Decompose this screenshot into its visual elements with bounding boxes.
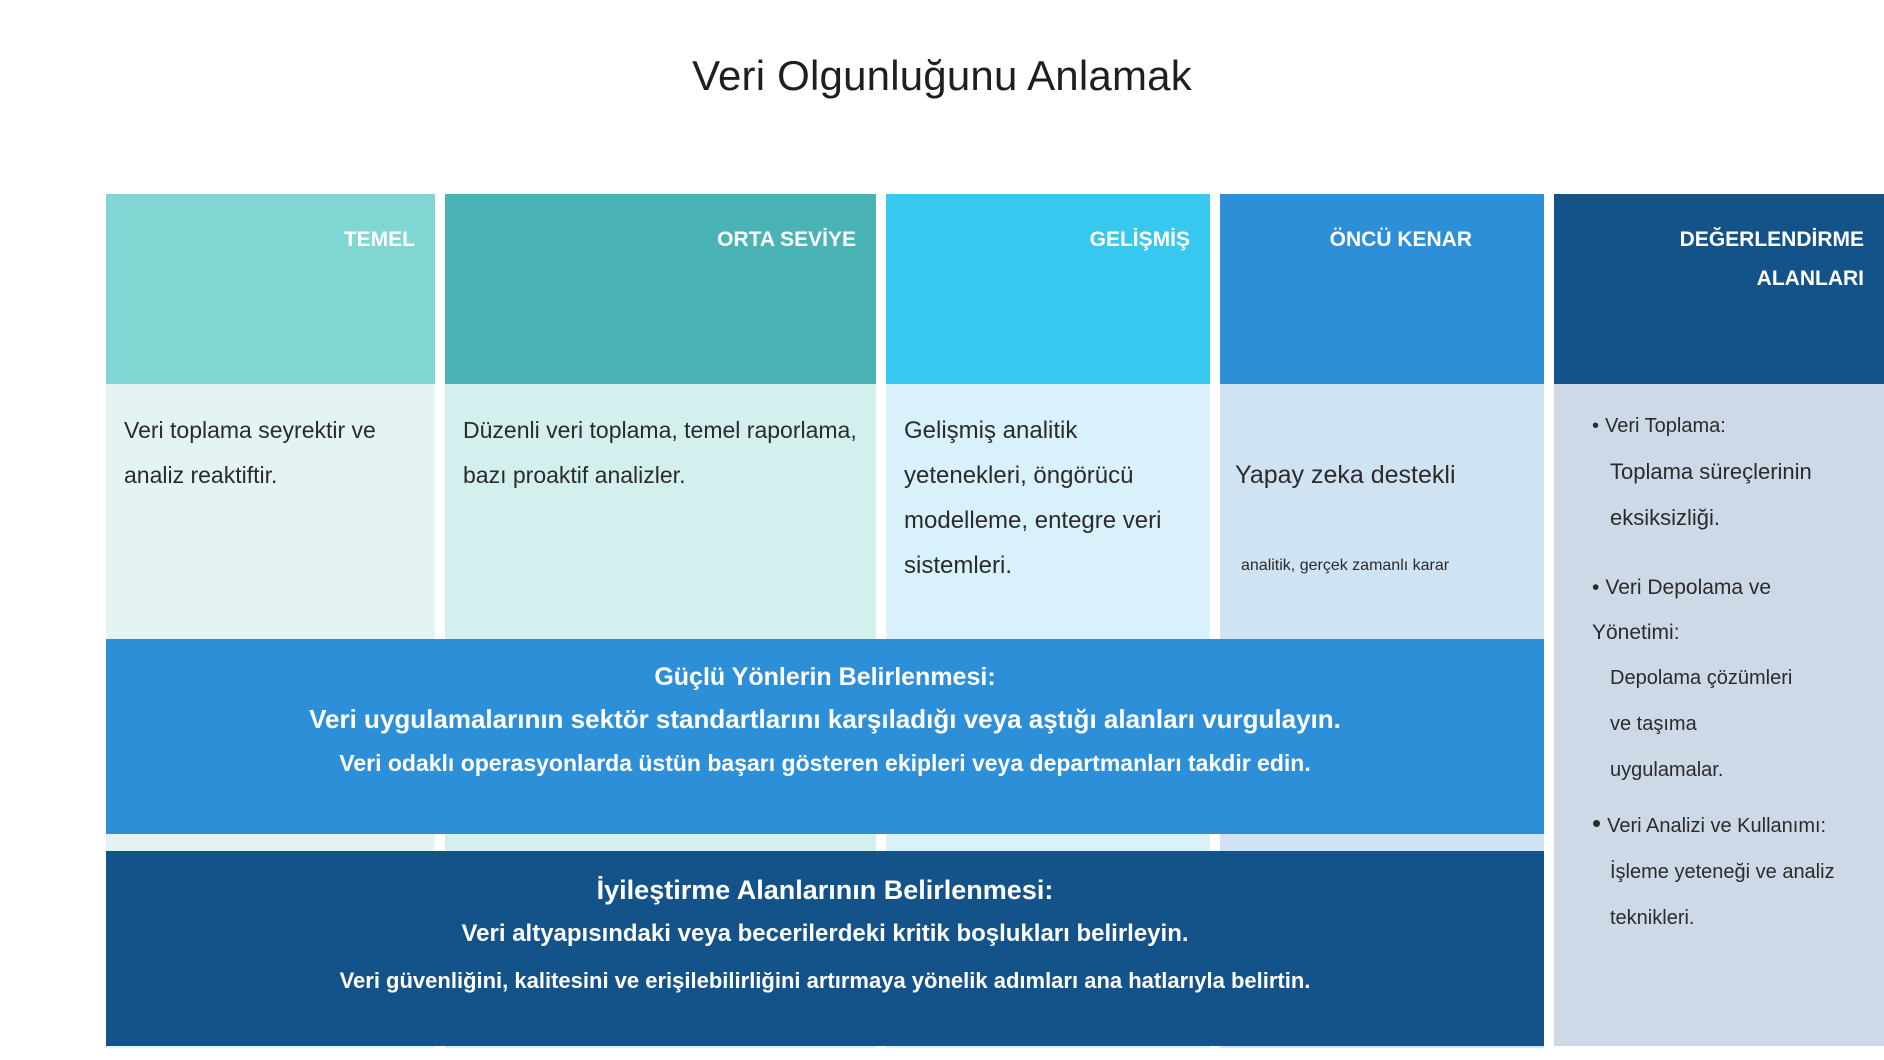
assessment-heading-text: Veri Depolama ve Yönetimi: xyxy=(1592,576,1772,644)
column-text-orta-seviye: Düzenli veri toplama, temel raporlama, bazı proaktif analizler. xyxy=(463,417,857,488)
list-item xyxy=(1592,801,1874,941)
column-text-temel: Veri toplama seyrektir ve analiz reaktiftir. xyxy=(124,417,376,488)
page-title: Veri Olgunluğunu Anlamak xyxy=(692,52,1192,99)
column-label-temel: TEMEL xyxy=(343,228,415,251)
column-header-orta-seviye xyxy=(445,194,876,384)
column-label-gelismis: GELİŞMİŞ xyxy=(1089,228,1190,251)
improvements-line-2: Veri güvenliğini, kalitesini ve erişilebilirliğini artırmaya yönelik adımları ana hatlarıyla belirtin. xyxy=(339,968,1311,993)
assessment-heading xyxy=(1592,404,1874,449)
assessment-list xyxy=(1592,404,1874,949)
assessment-detail: İşleme yeteneği ve analiz teknikleri. xyxy=(1610,861,1835,929)
list-item xyxy=(1592,404,1874,541)
strengths-band xyxy=(106,639,1544,834)
strengths-title: Güçlü Yönlerin Belirlenmesi: xyxy=(654,663,996,691)
column-text-oncu-small: analitik, gerçek zamanlı karar xyxy=(1241,557,1450,574)
list-item xyxy=(1592,565,1874,793)
strengths-line-2: Veri odaklı operasyonlarda üstün başarı gösteren ekipleri veya departmanları takdir edin. xyxy=(339,750,1311,776)
improvements-title: İyileştirme Alanlarının Belirlenmesi: xyxy=(596,875,1054,905)
column-label-orta-seviye: ORTA SEVİYE xyxy=(717,228,856,251)
column-text-gelismis: Gelişmiş analitik yetenekleri, öngörücü modelleme, entegre veri sistemleri. xyxy=(904,417,1162,579)
column-label-oncu-kenar: ÖNCÜ KENAR xyxy=(1329,228,1472,251)
column-header-temel xyxy=(106,194,435,384)
bullet-icon: • xyxy=(1592,415,1600,437)
assessment-heading-text: Veri Analizi ve Kullanımı: xyxy=(1607,815,1827,837)
column-header-gelismis xyxy=(886,194,1210,384)
improvements-band xyxy=(106,851,1544,1046)
assessment-detail: Toplama süreçlerinin eksiksizliği. xyxy=(1610,459,1812,530)
assessment-heading xyxy=(1592,565,1874,655)
bullet-icon: • xyxy=(1592,808,1602,838)
assessment-heading xyxy=(1592,801,1874,849)
column-body-degerlendirme xyxy=(1554,384,1884,1046)
column-label-degerlendirme: DEĞERLENDİRME ALANLARI xyxy=(1679,228,1864,290)
column-text-oncu-lead: Yapay zeka destekli xyxy=(1235,461,1456,489)
column-header-oncu-kenar xyxy=(1220,194,1544,384)
bullet-icon: • xyxy=(1592,576,1600,599)
column-header-degerlendirme xyxy=(1554,194,1884,384)
assessment-detail: Depolama çözümleri ve taşıma uygulamalar. xyxy=(1610,667,1793,781)
improvements-line-1: Veri altyapısındaki veya becerilerdeki kritik boşlukları belirleyin. xyxy=(461,920,1189,947)
assessment-heading-text: Veri Toplama: xyxy=(1605,415,1726,437)
strengths-line-1: Veri uygulamalarının sektör standartlarını karşıladığı veya aştığı alanları vurgulayın. xyxy=(309,704,1341,734)
